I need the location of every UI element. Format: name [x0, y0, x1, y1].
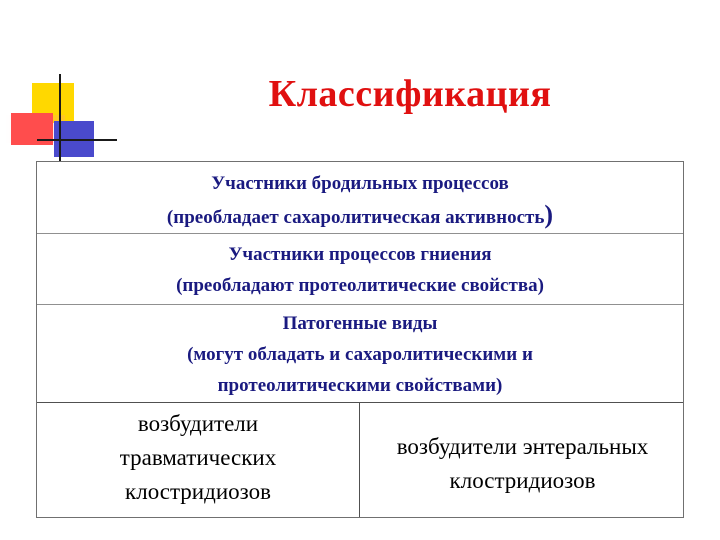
cell-line: возбудители энтеральных — [396, 434, 649, 459]
cell-enteral — [360, 403, 685, 517]
closing-paren: ) — [544, 200, 554, 229]
cell-line: клостридиозов — [449, 468, 596, 493]
row-line: Патогенные виды — [282, 313, 438, 334]
row-line-text: (преобладает сахаролитическая активность — [166, 207, 545, 228]
row-fermentation — [37, 168, 683, 234]
cell-line: возбудители — [137, 411, 259, 436]
row-line: Участники процессов гниения — [228, 244, 492, 265]
row-putrefaction — [37, 234, 683, 305]
cell-line: травматических — [119, 445, 277, 470]
row-pathogenic — [37, 305, 683, 403]
row-line: протеолитическими свойствами) — [217, 375, 503, 396]
row-line — [37, 199, 683, 233]
row-line: (преобладают протеолитические свойства) — [176, 275, 544, 296]
row-line: Участники бродильных процессов — [211, 173, 509, 194]
slide-title: Классификация — [268, 73, 552, 115]
cell-traumatic — [37, 403, 360, 517]
bottom-row — [37, 403, 683, 517]
logo-vertical-line — [59, 74, 61, 162]
classification-table — [36, 161, 684, 518]
logo-horizontal-line — [37, 139, 117, 141]
row-line: (могут обладать и сахаролитическими и — [187, 344, 533, 365]
cell-line: клостридиозов — [125, 479, 271, 504]
